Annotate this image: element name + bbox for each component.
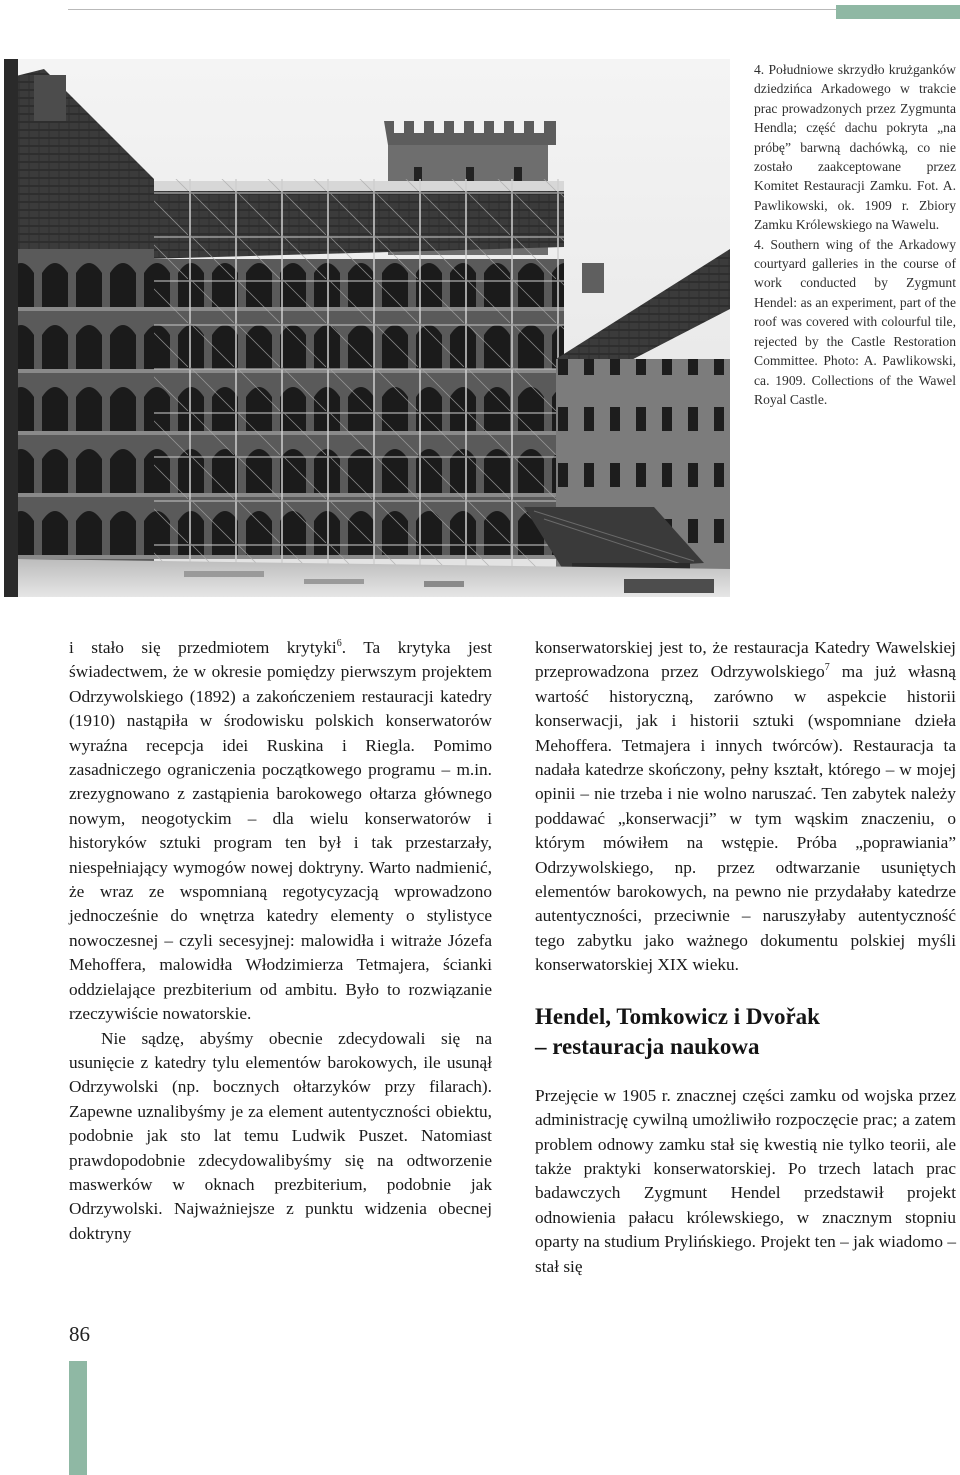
left-paragraph-1 bbox=[69, 636, 492, 1027]
footnote-ref-6[interactable]: 6 bbox=[336, 638, 342, 650]
section-heading-line-2: – restauracja naukowa bbox=[535, 1033, 760, 1059]
left-paragraph-2: Nie sądzę, abyśmy obecnie zdecydowali się na usunięcie z katedry tylu elementów barokowych, ile usunął Odrzywolski (np. bocznych ołtarzyków przy filarach). Zapewne uznalibyśmy je za element autentyczności obiektu, podobnie jak sto lat temu Ludwik Puszet. Natomiast prawdopodobnie zdecydowalibyśmy się na odtworzenie maswerków w oknach prezbiterium, podobnie jak Odrzywolski. Najważniejsze z punktu widzenia obecnej doktryny bbox=[69, 1028, 492, 1243]
right-p1-text-a: konserwatorskiej jest to, że restauracja Katedry Wawelskiej przeprowadzona przez Odrzywolskiego bbox=[535, 638, 956, 682]
page-number: 86 bbox=[69, 1322, 90, 1346]
footnote-ref-7[interactable]: 7 bbox=[824, 662, 830, 674]
archival-photo-arcaded-courtyard bbox=[4, 59, 730, 597]
courtyard-photo-illustration bbox=[4, 59, 730, 597]
caption-polish: 4. Południowe skrzydło krużganków dziedzińca Arkadowego w trakcie prac prowadzonych przez Zygmunta Hendla; część dachu pokryta „na próbę” barwną dachówką, co nie zostało zaakceptowane przez Komitet Restauracji Zamku. Fot. A. Pawlikowski, ok. 1909 r. Zbiory Zamku Królewskiego na Wawelu. bbox=[754, 62, 956, 233]
right-text-column bbox=[535, 636, 956, 1279]
top-rule bbox=[68, 9, 836, 10]
right-p1-text-b: ma już własną wartość historyczną, zarówno w aspekcie historii konserwacji, jak i historii sztuki (wspomniane dzieła Mehoffera. Tetmajera i innych twórców). Restauracja ta nadała katedrze skończony, pełny kształt, którego – w mojej opinii – nie trzeba i nie wolno naruszać. Ten zabytek należy poddawać „konserwacji” w tym wąskim znaczeniu, o którym mówiłem na wstępie. Próba „poprawiania” Odrzywolskiego, np. przez odtwarzanie usuniętych elementów barokowych, na pewno nie przydałaby katedrze autentyczności, przeciwnie – naruszyłaby autentyczność tego zabytku jako ważnego dokumentu polskiej myśli konserwatorskiej XIX wieku. bbox=[535, 662, 956, 975]
right-paragraph-2: Przejęcie w 1905 r. znacznej części zamku od wojska przez administrację cywilną umożliwiło rozpoczęcie prac; a zatem problem odnowy zamku stał się kwestią nie tylko teorii, ale także praktyki konserwatorskiej. Po trzech latach prac badawczych Zygmunt Hendel przedstawił projekt odnowienia pałacu królewskiego, w znacznym stopniu oparty na studium Prylińskiego. Projekt ten – jak wiadomo – stał się bbox=[535, 1085, 956, 1276]
caption-english: 4. Southern wing of the Arkadowy courtyard galleries in the course of work conducted by Zygmunt Hendel: as an experiment, part of the roof was covered with colourful tile, rejected by the Castle Restoration Committee. Photo: A. Pawlikowski, ca. 1909. Collections of the Wawel Royal Castle. bbox=[754, 236, 956, 407]
photo-caption bbox=[754, 60, 956, 409]
left-p1-text-a: i stało się przedmiotem krytyki bbox=[69, 638, 337, 657]
right-paragraph-1 bbox=[535, 636, 956, 978]
bottom-accent-bar bbox=[69, 1361, 87, 1475]
top-accent-bar bbox=[836, 5, 960, 19]
section-heading bbox=[535, 1002, 956, 1062]
left-p1-text-b: . Ta krytyka jest świadectwem, że w okresie pomiędzy pierwszym projektem Odrzywolskiego (1892) a zakończeniem restauracji katedry (1910) nastąpiła w środowisku polskich konserwatorów wyraźna recepcja idei Ruskina i Riegla. Pomimo zasadniczego ograniczenia początkowego programu – m.in. zrezygnowano z zastąpienia barokowego ołtarza głównego nowym, neogotyckim – dla wielu konserwatorów i historyków sztuki program ten był i tak przestarzały, niespełniający wymogów nowej doktryny. Warto nadmienić, że wraz ze wspomnianą regotycyzacją wprowadzono jednocześnie do wnętrza katedry elementy o stylistyce nowoczesnej – czyli secesyjnej: malowidła i witraże Józefa Mehoffera, malowidła Włodzimierza Tetmajera, ścianki oddzielające prezbiterium od ambitu. Było to rozwiązanie rzeczywiście nowatorskie. bbox=[69, 638, 492, 1024]
left-text-column bbox=[69, 636, 492, 1246]
section-heading-line-1: Hendel, Tomkowicz i Dvořak bbox=[535, 1003, 820, 1029]
